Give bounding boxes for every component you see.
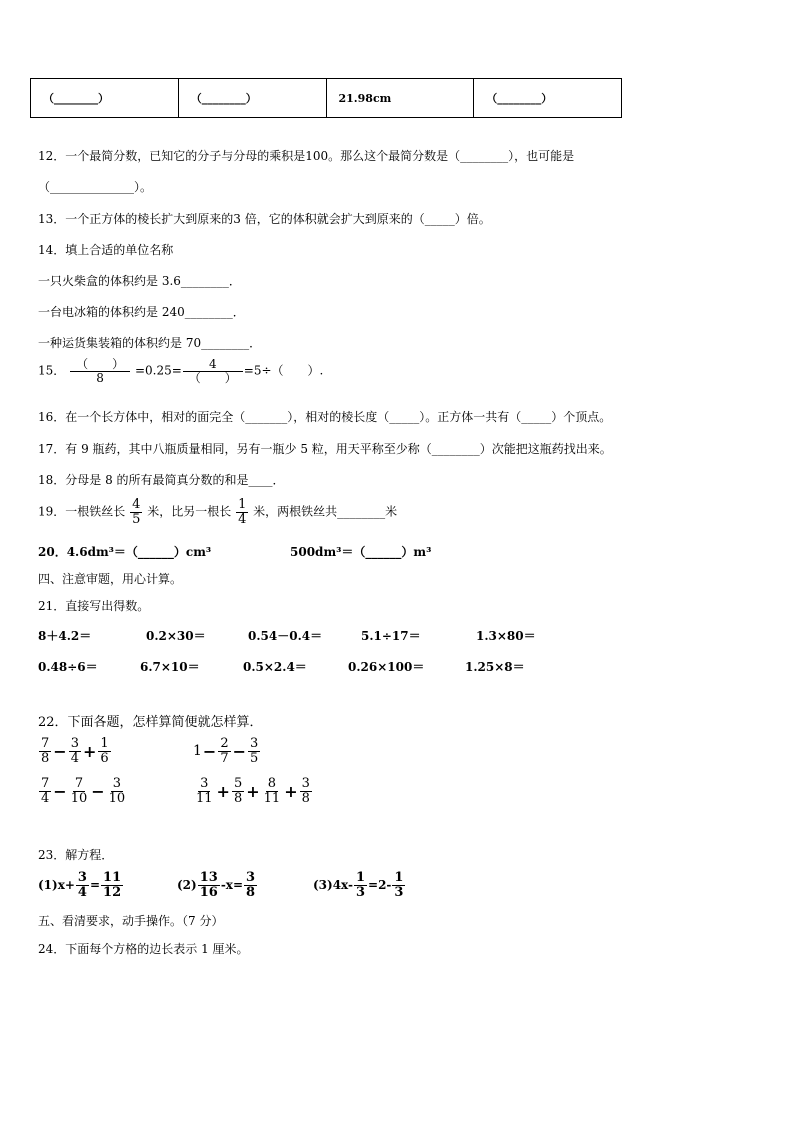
q14-item: 一台电冰箱的体积约是 240________． — [38, 305, 245, 319]
q14-title: 14．填上合适的单位名称 — [38, 243, 174, 257]
q22-expr: $\frac{7}{4}$ − $\frac{7}{10}$ − $\frac{3}{10}$ — [41, 776, 126, 806]
q17: 17．有 9 瓶药，其中八瓶质量相同，另有一瓶少 5 粒，用天平称至少称（________）次能把这瓶药找出来。 — [38, 442, 612, 456]
table-row — [31, 79, 622, 118]
q14-item: 一种运货集装箱的体积约是 70________． — [38, 336, 262, 350]
q22-expr: $\frac{3}{11}$ + $\frac{5}{8}$ + $\frac{8}{11}$ + $\frac{3}{8}$ — [196, 776, 310, 806]
q14-item: 一只火柴盒的体积约是 3.6________． — [38, 274, 241, 288]
q23-equation: (2) $\frac{13}{16}$ -x= $\frac{3}{8}$ — [177, 870, 256, 900]
section-4-heading: 四、注意审题，用心计算。 — [38, 572, 183, 586]
q16: 16．在一个长方体中，相对的面完全（_______），相对的棱长度（_____）。正方体一共有（_____）个顶点。 — [38, 410, 612, 424]
table-cell: （________） — [474, 79, 622, 118]
q23-title: 23．解方程． — [38, 848, 114, 862]
q21-title: 21．直接写出得数。 — [38, 599, 150, 613]
q13: 13．一个正方体的棱长扩大到原来的3 倍，它的体积就会扩大到原来的（_____）倍。 — [38, 212, 491, 226]
table-cell: 21.98cm — [326, 79, 474, 118]
q22-expr: 1− $\frac{2}{7}$ − $\frac{3}{5}$ — [193, 736, 259, 766]
q12-line2: （______________）。 — [38, 180, 153, 194]
q23-equation: (3)4x- $\frac{1}{3}$ =2- $\frac{1}{3}$ — [313, 870, 404, 900]
fraction: $\frac{4}{5}$ — [132, 497, 141, 527]
fraction: （ ） 8 — [70, 358, 130, 384]
table-cell: （________） — [31, 79, 179, 118]
section-5-heading: 五、看清要求，动手操作。（7 分） — [38, 914, 224, 928]
q24: 24．下面每个方格的边长表示 1 厘米。 — [38, 942, 249, 956]
fraction: 4 （ ） — [183, 358, 243, 384]
q18: 18．分母是 8 的所有最简真分数的和是____． — [38, 473, 285, 487]
answer-table — [30, 78, 622, 118]
q23-equation: (1)x+ $\frac{3}{4}$ = $\frac{11}{12}$ — [38, 870, 122, 900]
table-cell: （________） — [178, 79, 326, 118]
q19: 19．一根铁丝长 $\frac{4}{5}$ 米，比另一根长 $\frac{1}{4}$ 米，两根铁丝共________米 — [38, 497, 398, 527]
q20: 20．4.6dm³＝（______）cm³ 500dm³＝（______）m³ — [38, 545, 432, 559]
q12-line1: 12．一个最简分数，已知它的分子与分母的乘积是100。那么这个最简分数是（________），也可能是 — [38, 149, 575, 163]
q15: 15． （ ） 8 =0.25= 4 （ ） =5÷（ ）. — [38, 357, 324, 385]
q22-expr: $\frac{7}{8}$ − $\frac{3}{4}$ + $\frac{1}{6}$ — [41, 736, 109, 766]
q22-title: 22．下面各题，怎样算简便就怎样算． — [38, 715, 263, 730]
fraction: $\frac{1}{4}$ — [238, 497, 247, 527]
